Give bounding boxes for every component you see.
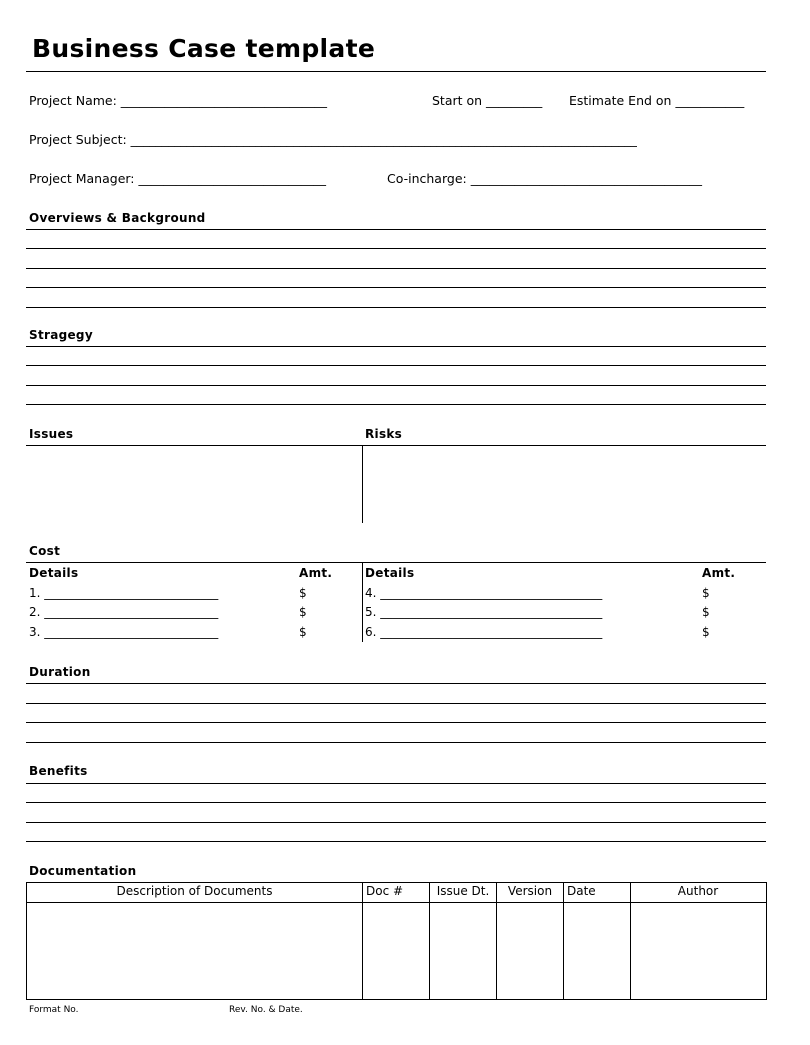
project-subject-field[interactable]: Project Subject: _________________________________________________________________________________ bbox=[29, 132, 637, 147]
benefits-line[interactable] bbox=[26, 783, 766, 784]
start-on-field[interactable]: Start on _________ bbox=[432, 93, 543, 108]
page-title: Business Case template bbox=[32, 34, 376, 63]
duration-line[interactable] bbox=[26, 722, 766, 723]
doc-header-docno: Doc # bbox=[366, 884, 404, 898]
benefits-line[interactable] bbox=[26, 841, 766, 842]
cost-amt-5[interactable]: $ bbox=[702, 605, 710, 619]
duration-heading: Duration bbox=[29, 665, 91, 679]
benefits-line[interactable] bbox=[26, 822, 766, 823]
cost-amt-3[interactable]: $ bbox=[299, 625, 307, 639]
doc-cell-description[interactable] bbox=[27, 903, 362, 998]
overview-line[interactable] bbox=[26, 229, 766, 230]
strategy-line[interactable] bbox=[26, 365, 766, 366]
overview-line[interactable] bbox=[26, 268, 766, 269]
strategy-line[interactable] bbox=[26, 346, 766, 347]
duration-line[interactable] bbox=[26, 703, 766, 704]
doc-cell-author[interactable] bbox=[631, 903, 765, 998]
title-rule bbox=[26, 71, 766, 72]
doc-cell-version[interactable] bbox=[497, 903, 563, 998]
doc-header-version: Version bbox=[507, 884, 553, 898]
co-incharge-field[interactable]: Co-incharge: _____________________________________ bbox=[387, 171, 702, 186]
cost-heading: Cost bbox=[29, 544, 61, 558]
cost-details-label-left: Details bbox=[29, 566, 79, 580]
project-manager-field[interactable]: Project Manager: ______________________________ bbox=[29, 171, 326, 186]
cost-row-6[interactable]: 6. _____________________________________ bbox=[365, 625, 603, 639]
cost-amt-label-left: Amt. bbox=[299, 566, 333, 580]
cost-amt-2[interactable]: $ bbox=[299, 605, 307, 619]
cost-row-1[interactable]: 1. _____________________________ bbox=[29, 586, 219, 600]
benefits-heading: Benefits bbox=[29, 764, 88, 778]
strategy-heading: Stragegy bbox=[29, 328, 93, 342]
project-name-field[interactable]: Project Name: _________________________________ bbox=[29, 93, 328, 108]
doc-header-date: Date bbox=[567, 884, 596, 898]
overview-line[interactable] bbox=[26, 287, 766, 288]
cost-rule bbox=[26, 562, 766, 563]
cost-row-2[interactable]: 2. _____________________________ bbox=[29, 605, 219, 619]
doc-cell-docno[interactable] bbox=[363, 903, 429, 998]
overview-line[interactable] bbox=[26, 248, 766, 249]
cost-amt-label-right: Amt. bbox=[702, 566, 736, 580]
cost-details-label-right: Details bbox=[365, 566, 415, 580]
cost-row-3[interactable]: 3. _____________________________ bbox=[29, 625, 219, 639]
issues-area[interactable] bbox=[26, 446, 361, 523]
risks-heading: Risks bbox=[365, 427, 403, 441]
estimate-end-field[interactable]: Estimate End on ___________ bbox=[569, 93, 745, 108]
benefits-line[interactable] bbox=[26, 802, 766, 803]
strategy-line[interactable] bbox=[26, 385, 766, 386]
strategy-line[interactable] bbox=[26, 404, 766, 405]
cost-amt-4[interactable]: $ bbox=[702, 586, 710, 600]
doc-cell-date[interactable] bbox=[564, 903, 630, 998]
rev-no-label: Rev. No. & Date. bbox=[229, 1005, 303, 1015]
doc-cell-issue-date[interactable] bbox=[430, 903, 496, 998]
issues-heading: Issues bbox=[29, 427, 74, 441]
overview-heading: Overviews & Background bbox=[29, 211, 206, 225]
doc-header-description: Description of Documents bbox=[116, 884, 273, 898]
cost-amt-6[interactable]: $ bbox=[702, 625, 710, 639]
doc-header-issue-date: Issue Dt. bbox=[436, 884, 490, 898]
cost-row-5[interactable]: 5. _____________________________________ bbox=[365, 605, 603, 619]
duration-line[interactable] bbox=[26, 683, 766, 684]
cost-row-4[interactable]: 4. _____________________________________ bbox=[365, 586, 603, 600]
format-no-label: Format No. bbox=[29, 1005, 79, 1015]
duration-line[interactable] bbox=[26, 742, 766, 743]
cost-amt-1[interactable]: $ bbox=[299, 586, 307, 600]
doc-header-author: Author bbox=[677, 884, 719, 898]
cost-divider bbox=[362, 562, 363, 642]
documentation-heading: Documentation bbox=[29, 864, 137, 878]
risks-area[interactable] bbox=[363, 446, 766, 523]
overview-line[interactable] bbox=[26, 307, 766, 308]
